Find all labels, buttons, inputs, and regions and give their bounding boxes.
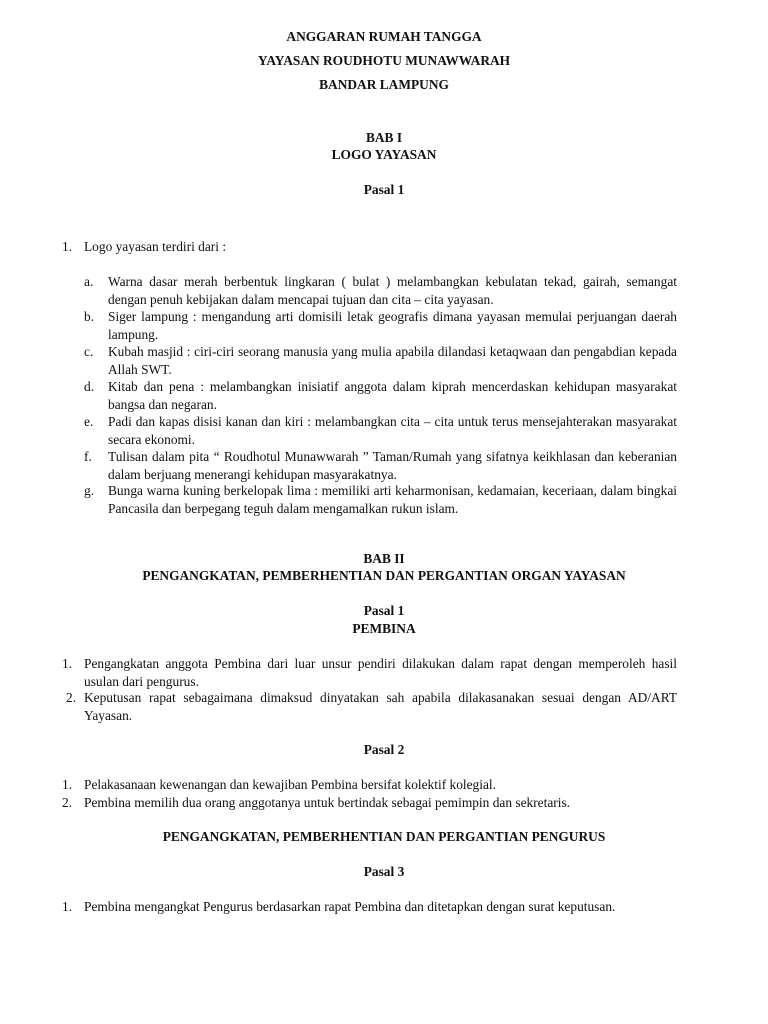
chapter-1-subtitle: LOGO YAYASAN xyxy=(331,147,437,162)
item-text: Pembina memilih dua orang anggotanya untuk bertindak sebagai pemimpin dan sekretaris. xyxy=(84,795,571,810)
item-text: Logo yayasan terdiri dari : xyxy=(84,239,227,254)
item-text: Bunga warna kuning berkelopak lima : memiliki arti keharmonisan, kedamaian, keceriaan, dalam bingkai Pancasila dan berpegang teguh dalam mengamalkan rukun islam. xyxy=(108,483,677,516)
chapter-2-article-3: Pasal 3 xyxy=(363,864,405,879)
item-text: Kubah masjid : ciri-ciri seorang manusia yang mulia apabila dilandasi ketaqwaan dan pengabdian kepada Allah SWT. xyxy=(108,344,677,377)
chapter-1-article-1: Pasal 1 xyxy=(363,182,405,197)
foundation-name: YAYASAN ROUDHOTU MUNAWWARAH xyxy=(257,53,511,68)
item-text: Warna dasar merah berbentuk lingkaran ( bulat ) melambangkan kebulatan tekad, gairah, semangat dengan penuh kebijakan dalam mencapai tujuan dan cita – cita yayasan. xyxy=(108,274,677,307)
item-text: Siger lampung : mengandung arti domisili letak geografis dimana yayasan memulai perjuangan daerah lampung. xyxy=(108,309,677,342)
item-text: Pengangkatan anggota Pembina dari luar unsur pendiri dilakukan dalam rapat dengan memperoleh hasil usulan dari pengurus. xyxy=(84,656,677,689)
section-heading: PENGANGKATAN, PEMBERHENTIAN DAN PERGANTIAN PENGURUS xyxy=(162,829,606,844)
list-item xyxy=(62,689,677,724)
article-1-heading: PEMBINA xyxy=(352,621,416,636)
item-text: Keputusan rapat sebagaimana dimaksud dinyatakan sah apabila dilakasanakan sesuai dengan AD/ART Yayasan. xyxy=(84,690,677,723)
item-number: 1. xyxy=(62,899,73,914)
list-item xyxy=(62,238,677,256)
chapter-1-title: BAB I xyxy=(365,130,403,145)
chapter-2-title: BAB II xyxy=(363,551,405,566)
item-letter: g. xyxy=(84,483,95,498)
doc-title: ANGGARAN RUMAH TANGGA xyxy=(286,29,482,44)
chapter-2-article-2: Pasal 2 xyxy=(363,742,405,757)
city-name: BANDAR LAMPUNG xyxy=(319,77,449,92)
item-number: 1. xyxy=(62,656,73,671)
item-text: Kitab dan pena : melambangkan inisiatif anggota dalam kiprah mencerdaskan kehidupan masyarakat bangsa dan negaran. xyxy=(108,379,677,412)
item-number: 1. xyxy=(62,777,73,792)
item-number: 2. xyxy=(66,690,77,705)
chapter-2-article-1: Pasal 1 xyxy=(363,603,405,618)
list-item xyxy=(62,794,677,812)
sub-list-item xyxy=(84,343,677,378)
item-letter: c. xyxy=(84,344,94,359)
item-letter: f. xyxy=(84,449,92,464)
item-letter: a. xyxy=(84,274,94,289)
sub-list-item xyxy=(84,482,677,517)
chapter-2-subtitle: PENGANGKATAN, PEMBERHENTIAN DAN PERGANTIAN ORGAN YAYASAN xyxy=(142,568,626,583)
item-text: Tulisan dalam pita “ Roudhotul Munawwarah ” Taman/Rumah yang sifatnya keikhlasan dan keberanian dalam berjuang menerangi kehidupan masyarakatnya. xyxy=(108,449,677,482)
item-letter: e. xyxy=(84,414,94,429)
list-item xyxy=(62,655,677,690)
sub-list-item xyxy=(84,448,677,483)
sub-list-item xyxy=(84,378,677,413)
item-text: Pembina mengangkat Pengurus berdasarkan rapat Pembina dan ditetapkan dengan surat keputusan. xyxy=(84,899,616,914)
item-letter: b. xyxy=(84,309,95,324)
item-text: Padi dan kapas disisi kanan dan kiri : melambangkan cita – cita untuk terus mensejahterakan masyarakat secara ekonomi. xyxy=(108,414,677,447)
item-number: 1. xyxy=(62,239,73,254)
item-text: Pelakasanaan kewenangan dan kewajiban Pembina bersifat kolektif kolegial. xyxy=(84,777,496,792)
item-letter: d. xyxy=(84,379,95,394)
sub-list-item xyxy=(84,273,677,308)
sub-list-item xyxy=(84,308,677,343)
sub-list-item xyxy=(84,413,677,448)
item-number: 2. xyxy=(62,795,73,810)
list-item xyxy=(62,898,677,916)
list-item xyxy=(62,776,677,794)
